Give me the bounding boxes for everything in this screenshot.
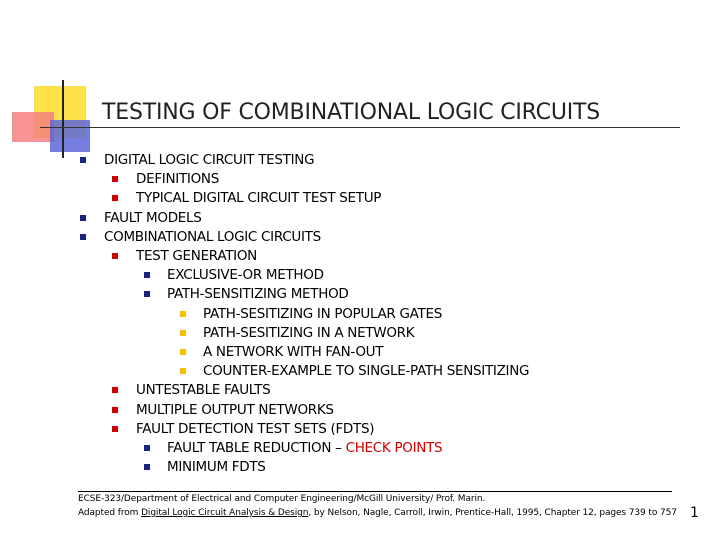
outline-item-text [167, 266, 324, 285]
outline-item-text [203, 343, 383, 362]
outline-item-label: TEST GENERATION [136, 248, 257, 264]
outline-item-text [136, 420, 374, 439]
outline-item-text [104, 228, 321, 247]
outline-item-label: MULTIPLE OUTPUT NETWORKS [136, 401, 334, 418]
outline-item-text [167, 439, 442, 458]
square-bullet-icon [144, 445, 150, 451]
square-bullet-icon [80, 157, 86, 163]
square-bullet-icon [112, 426, 118, 432]
outline-item-text [203, 362, 529, 381]
footer-source-suffix: , by Nelson, Nagle, Carroll, Irwin, Prentice-Hall, 1995, Chapter 12, pages 739 to 757 [308, 508, 677, 518]
outline-item-label: COUNTER-EXAMPLE TO SINGLE-PATH SENSITIZING [203, 363, 530, 380]
square-bullet-icon [112, 253, 118, 259]
decor-blue-square [50, 120, 90, 152]
outline-item-label: FAULT MODELS [104, 209, 202, 226]
outline-item-text [203, 305, 442, 324]
footer-credit: ECSE-323/Department of Electrical and Computer Engineering/McGill University/ Prof. Marin. [78, 494, 486, 504]
footer-rule [78, 491, 672, 492]
title-rule [40, 127, 680, 128]
square-bullet-icon [144, 272, 150, 278]
outline-item-label: A NETWORK WITH FAN-OUT [203, 344, 384, 360]
footer-source-prefix: Adapted from [78, 508, 142, 518]
slide-title: TESTING OF COMBINATIONAL LOGIC CIRCUITS [102, 100, 601, 125]
outline-item-text [167, 458, 266, 477]
outline-item-label: EXCLUSIVE-OR METHOD [167, 267, 324, 284]
outline-item-text [104, 209, 202, 228]
outline-item-text [136, 247, 257, 266]
square-bullet-icon [112, 387, 118, 393]
square-bullet-icon [112, 176, 118, 182]
square-bullet-icon [112, 407, 118, 413]
outline-item-text [104, 151, 314, 170]
outline-item-text [167, 285, 349, 304]
outline-item-label: COMBINATIONAL LOGIC CIRCUITS [104, 228, 321, 245]
outline-item-label: DEFINITIONS [136, 171, 219, 188]
square-bullet-icon [80, 215, 86, 221]
square-bullet-icon [144, 464, 150, 470]
decor-vertical-line [62, 80, 64, 158]
outline-item-label: FAULT TABLE REDUCTION – [167, 440, 346, 456]
page-number: 1 [690, 505, 699, 521]
outline-item-label: PATH-SESITIZING IN A NETWORK [203, 324, 415, 341]
footer-book-title: Digital Logic Circuit Analysis & Design [141, 508, 309, 518]
square-bullet-icon [180, 311, 186, 317]
square-bullet-icon [112, 195, 118, 201]
outline-item-text [136, 381, 270, 400]
outline-item-text [136, 189, 381, 208]
outline-item-text [203, 324, 414, 343]
outline-item-label: FAULT DETECTION TEST SETS (FDTS) [136, 420, 375, 437]
footer-source [78, 508, 677, 518]
outline-item-highlight: CHECK POINTS [345, 440, 443, 456]
outline-item-label: PATH-SESITIZING IN POPULAR GATES [203, 305, 442, 322]
outline-item-label: UNTESTABLE FAULTS [136, 382, 271, 399]
outline-item-text [136, 170, 219, 189]
outline-item-label: PATH-SENSITIZING METHOD [167, 286, 349, 303]
square-bullet-icon [144, 291, 150, 297]
square-bullet-icon [80, 234, 86, 240]
outline-item-text [136, 401, 334, 420]
outline-item-label: MINIMUM FDTS [167, 459, 266, 476]
outline-item-label: TYPICAL DIGITAL CIRCUIT TEST SETUP [136, 190, 382, 207]
square-bullet-icon [180, 368, 186, 374]
outline-item-label: DIGITAL LOGIC CIRCUIT TESTING [104, 152, 315, 168]
square-bullet-icon [180, 330, 186, 336]
square-bullet-icon [180, 349, 186, 355]
